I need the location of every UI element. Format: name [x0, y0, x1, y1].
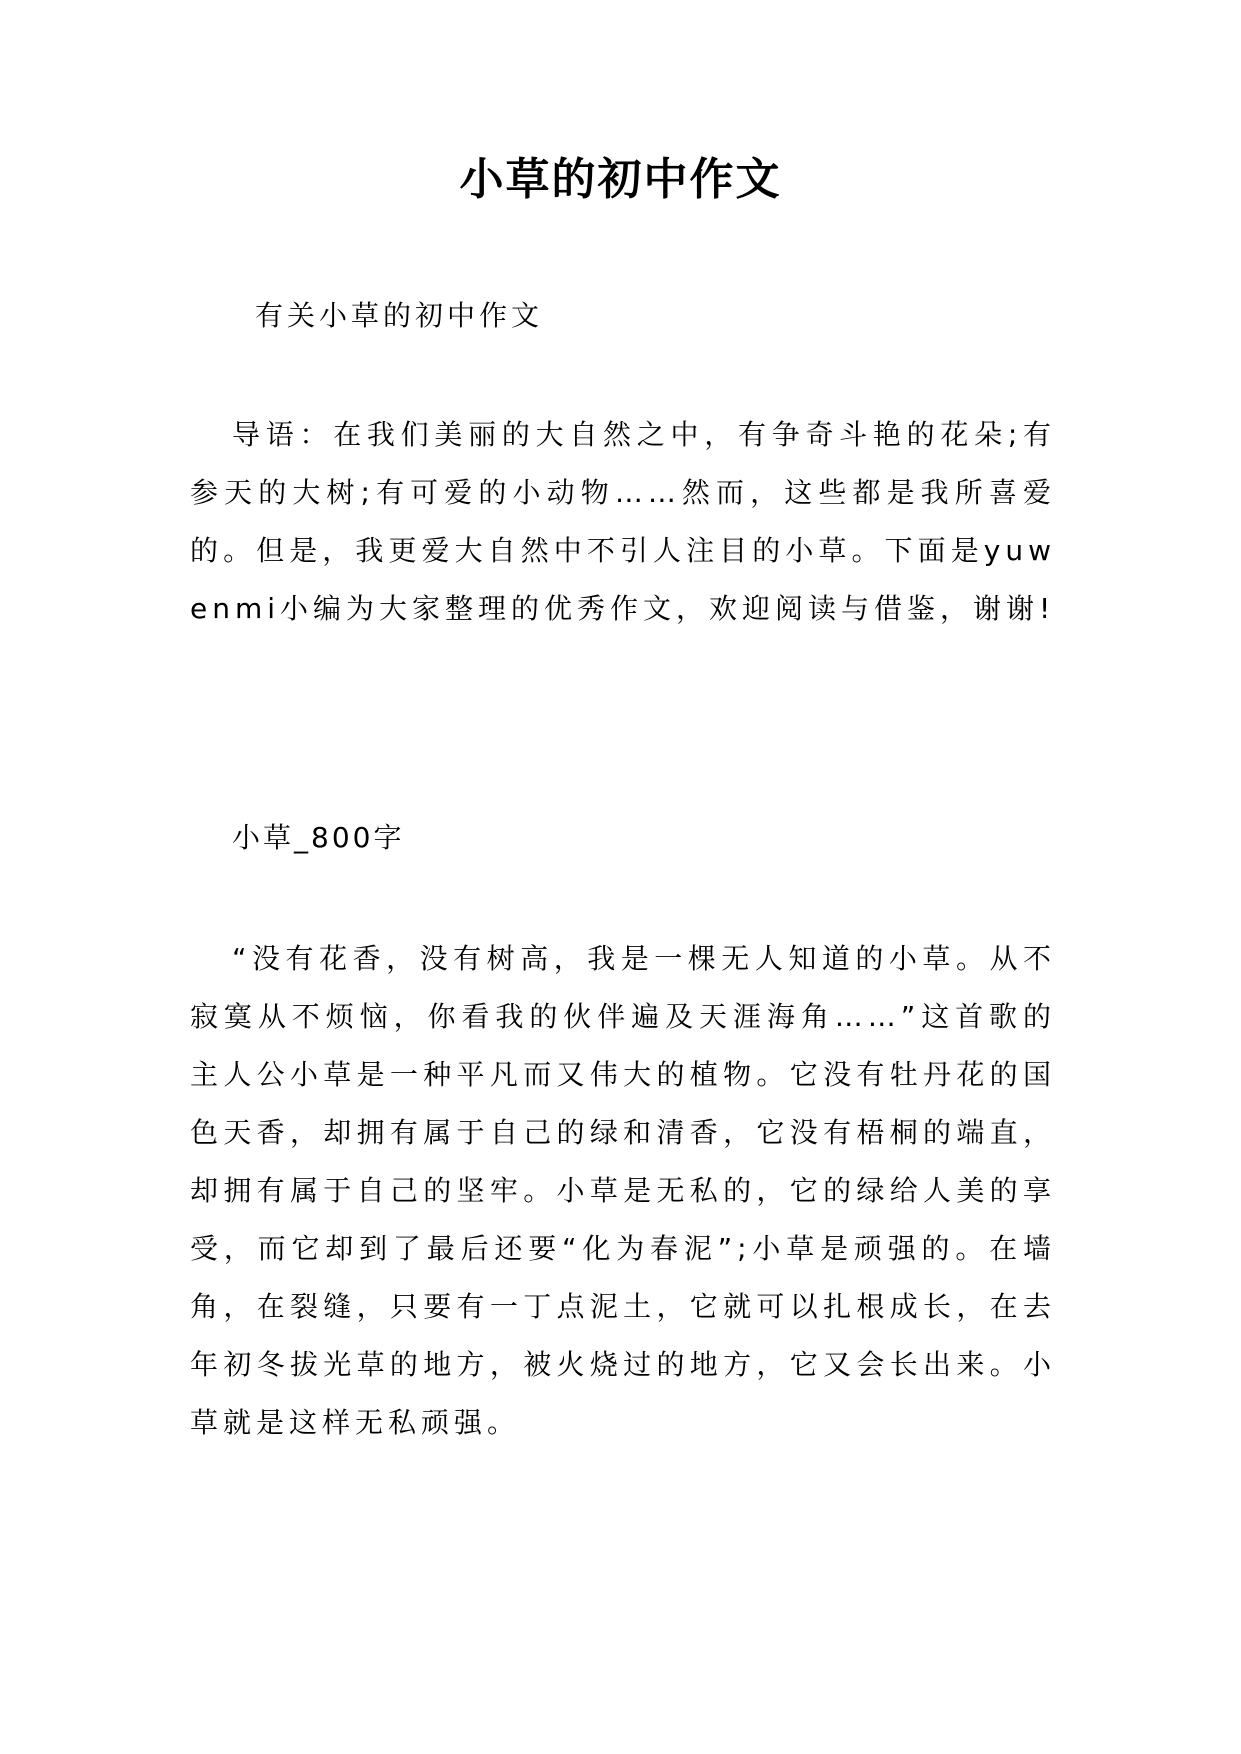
document-subtitle: 有关小草的初中作文	[255, 299, 544, 332]
intro-paragraph: 导语：在我们美丽的大自然之中，有争奇斗艳的花朵;有参天的大树;有可爱的小动物……然而，这些都是我所喜爱的。但是，我更爱大自然中不引人注目的小草。下面是yuwenmi小编为大家整理的优秀作文，欢迎阅读与借鉴，谢谢!	[190, 418, 1056, 625]
document-title: 小草的初中作文	[459, 154, 782, 205]
section-heading: 小草_800字	[232, 821, 405, 854]
body-paragraph: “没有花香，没有树高，我是一棵无人知道的小草。从不寂寞从不烦恼，你看我的伙伴遍及天涯海角……”这首歌的主人公小草是一种平凡而又伟大的植物。它没有牡丹花的国色天香，却拥有属于自己的绿和清香，它没有梧桐的端直，却拥有属于自己的坚牢。小草是无私的，它的绿给人美的享受，而它却到了最后还要“化为春泥”;小草是顽强的。在墙角，在裂缝，只要有一丁点泥土，它就可以扎根成长，在去年初冬拔光草的地方，被火烧过的地方，它又会长出来。小草就是这样无私顽强。	[190, 942, 1056, 1439]
